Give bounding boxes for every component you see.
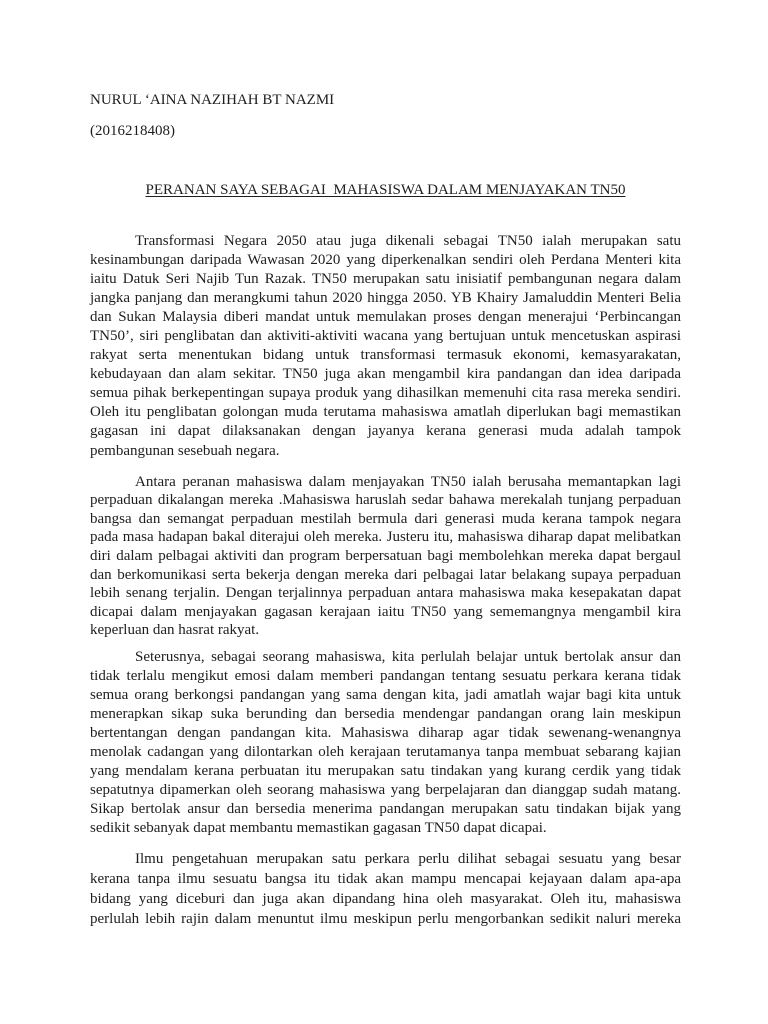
paragraph-line: Seterusnya, sebagai seorang mahasiswa, kita perlulah belajar untuk bertolak ansur dan — [135, 648, 681, 665]
paragraph-line: perpaduan dikalangan mereka .Mahasiswa haruslah sedar bahawa merekalah tunjang perpaduan — [90, 492, 681, 509]
paragraph-line: TN50’, siri penglibatan dan aktiviti-aktiviti wacana yang bertujuan untuk mencetuskan aspirasi — [90, 327, 681, 344]
paragraph-line: keperluan dan hasrat rakyat. — [90, 622, 260, 639]
paragraph-line: sepatutnya dipamerkan oleh seorang mahasiswa yang berpelajaran dan dianggap sudah matang. — [90, 782, 681, 799]
paragraph-line: yang mendalam kerana perbuatan itu merupakan satu tindakan yang kurang cerdik yang tidak — [90, 763, 681, 780]
paragraph-line: jangka panjang dan merangkumi tahun 2020 hingga 2050. YB Khairy Jamaluddin Menteri Belia — [90, 289, 681, 306]
paragraph-line: Antara peranan mahasiswa dalam menjayakan TN50 ialah berusaha memantapkan lagi — [135, 473, 681, 490]
paragraph-line: kesinambungan daripada Wawasan 2020 yang diperkenalkan sendiri oleh Perdana Menteri kita — [90, 251, 681, 268]
paragraph-line: pembangunan sesebuah negara. — [90, 442, 280, 459]
paragraph-line: bertentangan dengan pandangan kita. Mahasiswa diharap agar tidak sewenang-wenangnya — [90, 724, 681, 741]
paragraph-line: bidang yang diceburi dan juga akan dipandang hina oleh masyarakat. Oleh itu, mahasiswa — [90, 891, 681, 908]
paragraph-line: kerana tanpa ilmu sesuatu bangsa itu tidak akan mampu mencapai kejayaan dalam apa-apa — [90, 871, 681, 888]
paragraph-line: Ilmu pengetahuan merupakan satu perkara perlu dilihat sebagai sesuatu yang besar — [135, 850, 681, 867]
paragraph-line: Oleh itu penglibatan golongan muda terutama mahasiswa amatlah diperlukan bagi memastikan — [90, 404, 681, 421]
body-paragraph — [90, 473, 681, 640]
body-paragraph — [90, 232, 681, 461]
paragraph-line: dan berkomunikasi serta bekerja dengan mereka dari pelbagai latar belakang supaya perpaduan — [90, 566, 681, 583]
paragraph-line: sedikit sebanyak dapat membantu memastikan gagasan TN50 dapat dicapai. — [90, 820, 547, 837]
paragraph-line: semua pihak berkepentingan supaya produk yang dihasilkan memenuhi cita rasa mereka sendiri. — [90, 385, 681, 402]
paragraph-line: gagasan ini dapat dilaksanakan dengan jayanya kerana generasi muda adalah tampok — [90, 423, 681, 440]
student-id: (2016218408) — [90, 123, 175, 139]
paragraph-line: rakyat serta menentukan bidang untuk transformasi termasuk ekonomi, kemasyarakatan, — [90, 347, 681, 364]
essay-title: PERANAN SAYA SEBAGAI MAHASISWA DALAM MENJAYAKAN TN50 — [145, 182, 626, 198]
author-name: NURUL ‘AINA NAZIHAH BT NAZMI — [90, 92, 335, 108]
paragraph-line: Sikap bertolak ansur dan bersedia menerima pandangan merupakan satu tindakan bijak yang — [90, 801, 681, 818]
paragraph-line: bangsa dan semangat perpaduan mestilah bermula dari generasi muda kerana tampok negara — [90, 510, 681, 527]
paragraph-line: semua orang berkongsi pandangan yang sama dengan kita, jadi amatlah wajar bagi kita untuk — [90, 686, 681, 703]
body-paragraph — [90, 849, 681, 930]
paragraph-line: dan Sukan Malaysia diberi mandat untuk memulakan proses dengan menerajui ‘Perbincangan — [90, 308, 681, 325]
paragraph-line: perlulah lebih rajin dalam menuntut ilmu meskipun perlu mengorbankan sedikit naluri mereka — [90, 911, 681, 928]
paragraph-line: Transformasi Negara 2050 atau juga dikenali sebagai TN50 ialah merupakan satu — [135, 232, 681, 249]
paragraph-line: dicapai dalam menjayakan gagasan kerajaan iaitu TN50 yang sememangnya mengambil kira — [90, 603, 681, 620]
paragraph-line: lebih senang terjalin. Dengan terjalinnya perpaduan antara mahasiswa maka kesepakatan dapat — [90, 585, 681, 602]
paragraph-line: iaitu Datuk Seri Najib Tun Razak. TN50 merupakan satu inisiatif pembangunan negara dalam — [90, 270, 681, 287]
paragraph-line: menerapkan sikap suka berunding dan bersedia mendengar pandangan orang lain meskipun — [90, 705, 681, 722]
paragraph-line: kebudayaan dan alam sekitar. TN50 juga akan mengambil kira pandangan dan idea daripada — [90, 366, 681, 383]
body-paragraph — [90, 648, 681, 839]
paragraph-line: menolak cadangan yang dilontarkan oleh kerajaan terutamanya tanpa membuat sebarang kajian — [90, 743, 681, 760]
paragraph-line: pada masa hadapan bakal diterajui oleh mereka. Justeru itu, mahasiswa diharap dapat melibatkan — [90, 529, 681, 546]
paragraph-line: tidak terlalu mengikut emosi dalam memberi pandangan tentang sesuatu perkara kerana tidak — [90, 667, 681, 684]
paragraph-line: diri dalam pelbagai aktiviti dan program berpersatuan bagi membolehkan mereka dapat bergaul — [90, 548, 681, 565]
